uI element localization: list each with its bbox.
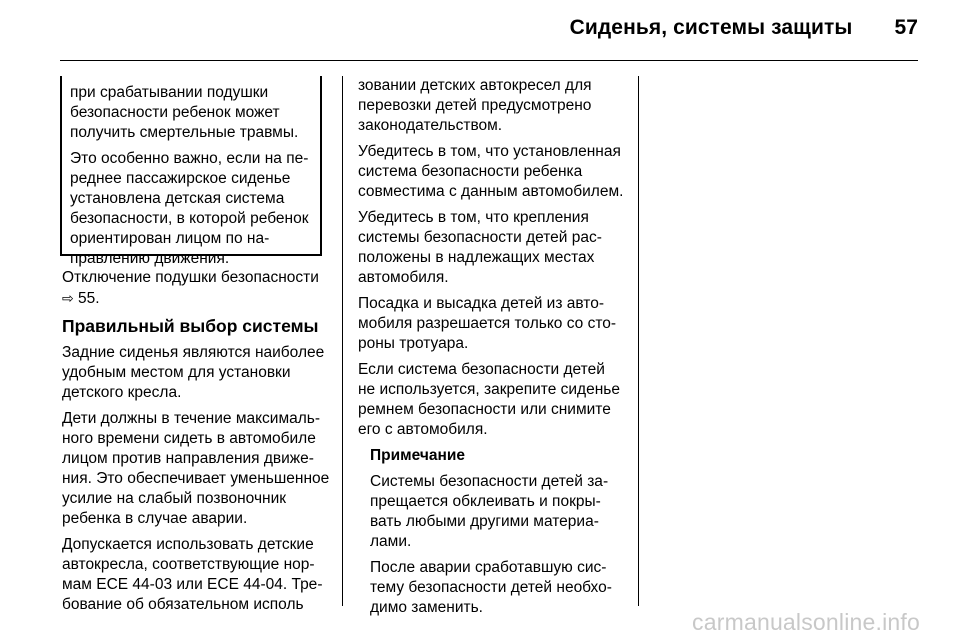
right-column xyxy=(358,76,624,624)
left-paragraph-1: Задние сиденья являются наиболее удобным местом для установки детского кресла. xyxy=(62,344,325,401)
note-block xyxy=(370,446,624,618)
left-paragraph-3: Допускается использовать детские автокресла, соответствующие нормам ECE 44-03 или ECE 44-04. Требование об обязательном исполь xyxy=(62,536,323,613)
right-paragraph-2: Убедитесь в том, что установленная система безопасности ребенка совместима с данным автомобилем. xyxy=(358,143,624,200)
section-heading: Правильный выбор системы xyxy=(62,316,319,336)
left-paragraph-2: Дети должны в течение максимального времени сидеть в автомобиле лицом против направления движения. Это обеспечивает уменьшенное усилие на слабый позвоночник ребенка в случае аварии. xyxy=(62,410,330,527)
warning-text-1: при срабатывании подушки безопасности ребенок может получить смертельные травмы. xyxy=(70,84,299,141)
right-paragraph-1: зовании детских автокресел для перевозки детей предусмотрено законодательством. xyxy=(358,77,592,134)
right-paragraph-3: Убедитесь в том, что крепления системы безопасности детей расположены в надлежащих местах автомобиля. xyxy=(358,209,602,286)
warning-box xyxy=(60,76,322,267)
column-divider-2 xyxy=(638,76,639,606)
airbag-off-page-ref[interactable]: 55. xyxy=(78,290,100,307)
airbag-off-reference xyxy=(62,268,330,309)
page-header xyxy=(570,16,918,40)
right-paragraph-5: Если система безопасности детей не используется, закрепите сиденье ремнем безопасности или снимите его с автомобиля. xyxy=(358,361,620,438)
left-column-body xyxy=(62,268,330,621)
column-divider-1 xyxy=(342,76,343,606)
watermark: carmanualsonline.info xyxy=(692,609,920,635)
arrow-ref-icon: ⇨ xyxy=(62,290,74,306)
page-title: Сиденья, системы защиты xyxy=(569,16,853,39)
note-heading: Примечание xyxy=(370,447,465,464)
note-paragraph-1: Системы безопасности детей запрещается обклеивать и покрывать любыми другими материалами. xyxy=(370,473,609,550)
airbag-off-text: Отключение подушки безопасности xyxy=(62,269,319,286)
warning-text-2: Это особенно важно, если на переднее пассажирское сиденье установлена детская система безопасности, в которой ребенок ориентирован лицом по направлению движения. xyxy=(70,150,309,267)
note-paragraph-2: После аварии сработавшую систему безопасности детей необходимо заменить. xyxy=(370,559,612,616)
page-number: 57 xyxy=(894,16,918,39)
header-divider xyxy=(60,60,918,61)
right-paragraph-4: Посадка и высадка детей из автомобиля разрешается только со стороны тротуара. xyxy=(358,295,617,352)
